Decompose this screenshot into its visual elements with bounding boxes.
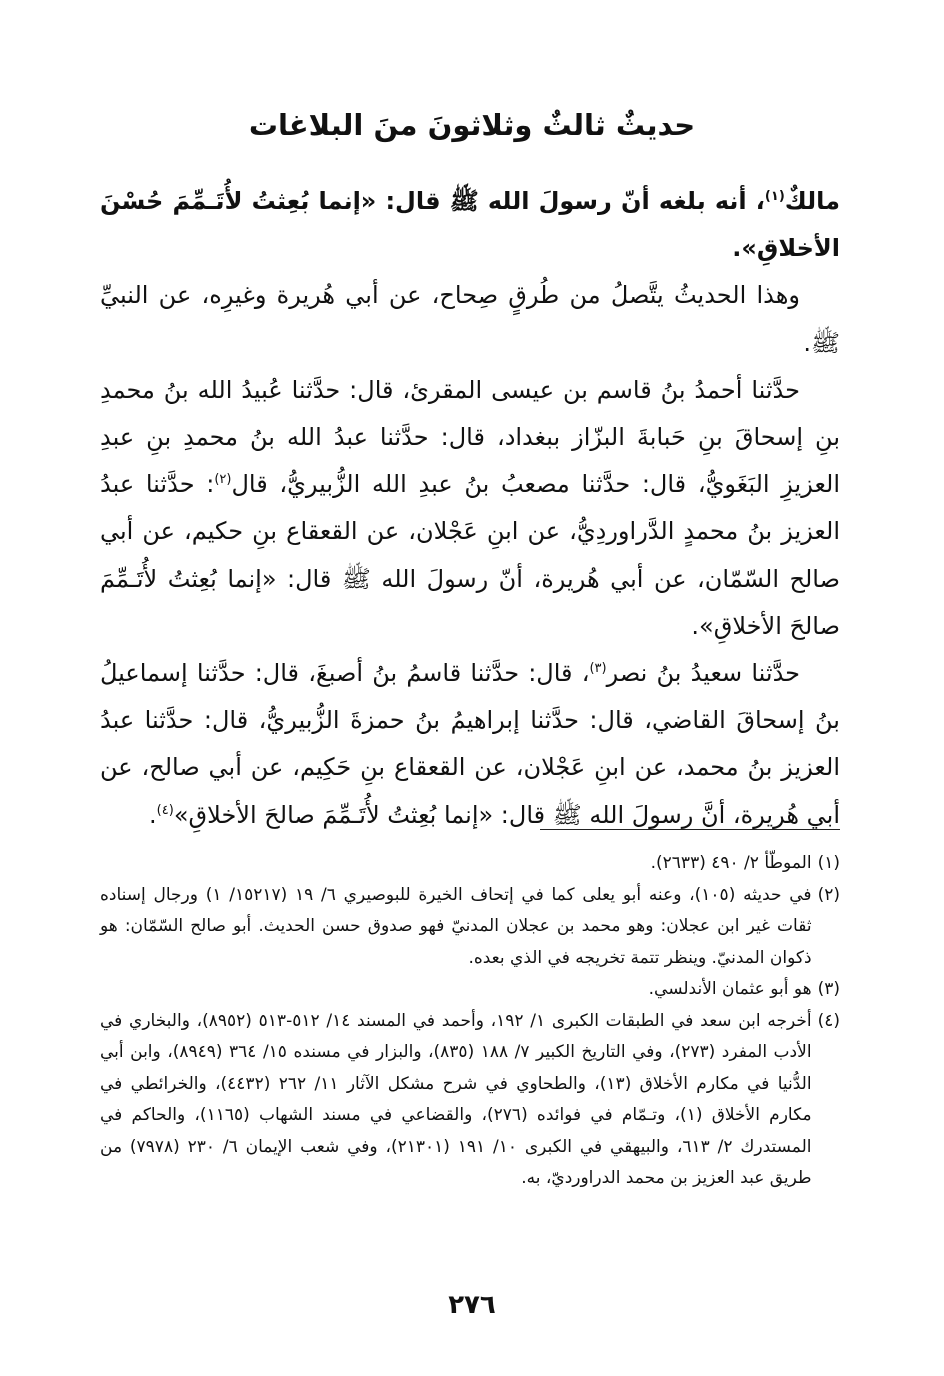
footnotes [100,848,840,1195]
isnad-paragraph-1 [100,367,840,650]
hadith-matn-paragraph [100,178,840,272]
isnad-2-text-start: حدَّثنا سعيدُ بنُ نصر [606,659,801,688]
isnad-1-text-end: : حدَّثنا عبدُ العزيز بنُ محمدٍ الدَّراوردِيُّ، عن ابنِ عَجْلان، عن القعقاع بنِ حكيم، عن أبي صالح السّمّان، عن أبي هُريرة، أنّ رسولَ الله ﷺ قال: «إنما بُعِثتُ لأُتَـمِّمَ صالحَ الأخلاقِ». [100,470,840,640]
matn-text-start: مالكٌ [784,187,840,215]
footnote-ref-3: (٣) [589,661,607,677]
footnote-ref-1: (١) [764,189,785,204]
isnad-2-text-end: . [149,800,157,829]
page-number: ٢٧٦ [448,1290,496,1320]
commentary-paragraph [100,272,840,366]
hadith-title: حديثٌ ثالثٌ وثلاثونَ منَ البلاغات [248,108,696,142]
commentary-text: وهذا الحديثُ يتَّصلُ من طُرقٍ صِحاح، عن أبي هُريرة وغيرِه، عن النبيِّ ﷺ. [100,281,840,357]
matn-text-end: ، أنه بلغه أنّ رسولَ الله ﷺ قال: «إنما بُعِثتُ لأُتَـمِّمَ حُسْنَ الأخلاقِ». [100,187,840,263]
footnote-2 [100,880,840,975]
isnad-1-text-start: حدَّثنا أحمدُ بنُ قاسم بن عيسى المقرئ، قال: حدَّثنا عُبيدُ الله بنُ محمدِ بنِ إسحاقَ بنِ حَبابةَ البزّاز ببغداد، قال: حدَّثنا عبدُ الله بنُ محمدِ بنِ عبدِ العزيزِ البَغَويُّ، قال: حدَّثنا مصعبُ بنُ عبدِ الله الزُّبيريُّ، قال [100,375,840,499]
footnote-separator [540,829,840,830]
isnad-2-text-mid: ، قال: حدَّثنا قاسمُ بنُ أصبغَ، قال: حدَّثنا إسماعيلُ بنُ إسحاقَ القاضي، قال: حدَّثنا إبراهيمُ بنُ حمزةَ الزُّبيريُّ، قال: حدَّثنا عبدُ العزيز بنُ محمد، عن ابنِ عَجْلان، عن القعقاع بنِ حَكِيم، عن أبي صالح، عن أبي هُريرة، أنَّ رسولَ الله ﷺ قال: «إنما بُعِثتُ لأُتَـمِّمَ صالحَ الأخلاقِ» [100,659,840,829]
footnote-text: هو أبو عثمان الأندلسي. [648,979,812,999]
footnote-number: (١) [817,853,840,873]
isnad-paragraph-2 [100,650,840,839]
footnote-text: في حديثه (١٠٥)، وعنه أبو يعلى كما في إتحاف الخيرة للبوصيري ٦/ ١٩ (١٥٢١٧/ ١) ورجال إسناده ثقات غير ابن عجلان: وهو محمد بن عجلان المدنيّ فهو صدوق حسن الحديث. أبو صالح السّمّان: هو ذكوان المدنيّ. وينظر تتمة تخريجه في الذي بعده. [100,884,812,968]
footnote-1 [100,848,840,880]
footnote-text: الموطّأ ٢/ ٤٩٠ (٢٦٣٣). [650,853,812,873]
footnote-4 [100,1006,840,1195]
footnote-ref-4: (٤) [156,802,174,818]
footnote-number: (٢) [817,884,840,905]
footnote-number: (٤) [817,1010,840,1031]
footnote-3 [100,974,840,1006]
footnote-ref-2: (٢) [214,472,232,488]
main-text [100,178,840,839]
footnote-text: أخرجه ابن سعد في الطبقات الكبرى ١/ ١٩٢، وأحمد في المسند ١٤/ ٥١٢-٥١٣ (٨٩٥٢)، والبخاري في الأدب المفرد (٢٧٣)، وفي التاريخ الكبير ٧/ ١٨٨ (٨٣٥)، والبزار في مسنده ١٥/ ٣٦٤ (٨٩٤٩)، وابن أبي الدُّنيا في مكارم الأخلاق (١٣)، والطحاوي في شرح مشكل الآثار ١١/ ٢٦٢ (٤٤٣٢)، والخرائطي في مكارم الأخلاق (١)، وتـمّام في فوائده (٢٧٦)، والقضاعي في مسند الشهاب (١١٦٥)، والحاكم في المستدرك ٢/ ٦١٣، والبيهقي في الكبرى ١٠/ ١٩١ (٢١٣٠١)، وفي شعب الإيمان ٦/ ٢٣٠ (٧٩٧٨) من طريق عبد العزيز بن محمد الدراورديّ، به. [100,1010,812,1188]
footnote-number: (٣) [817,979,840,999]
